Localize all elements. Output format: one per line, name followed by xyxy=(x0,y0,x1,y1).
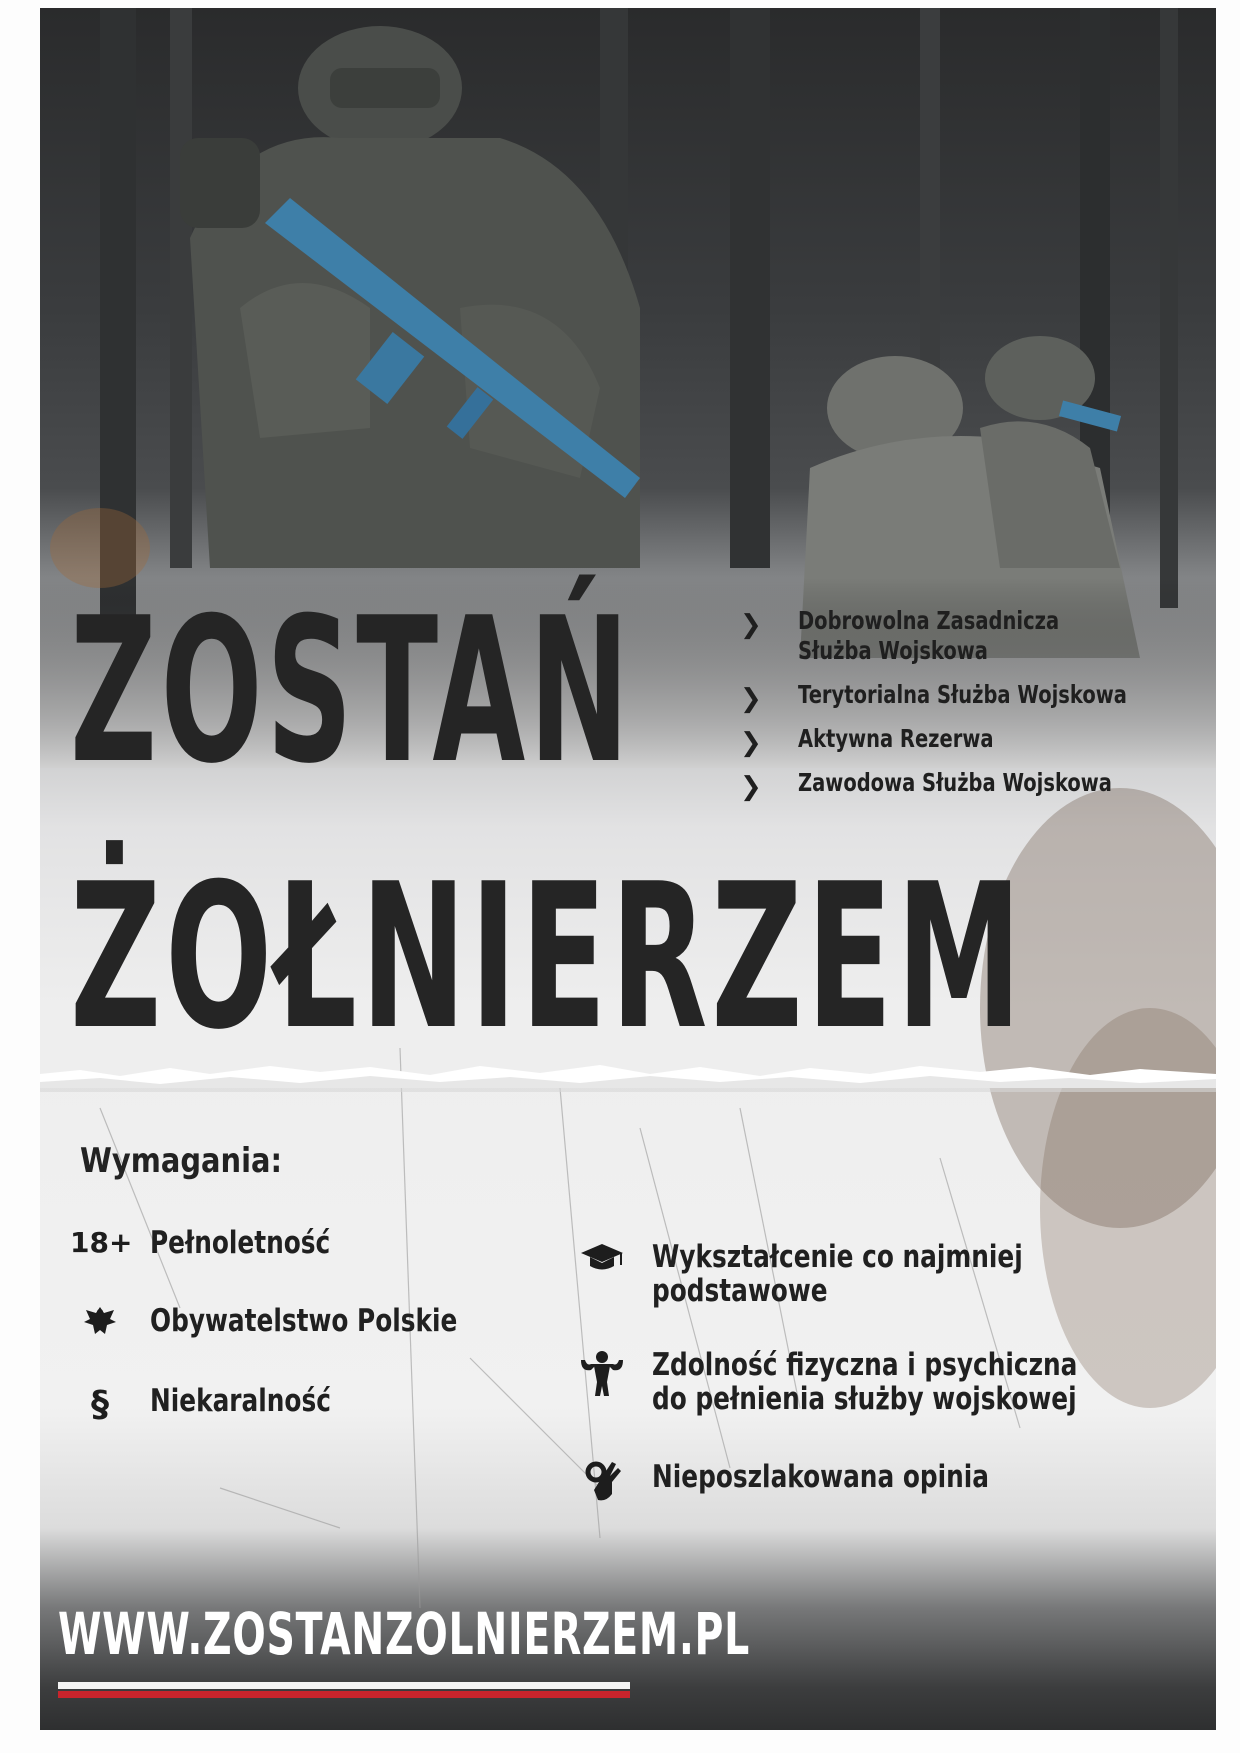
eagle-emblem-icon xyxy=(70,1304,130,1347)
chevron-right-icon: ❯ xyxy=(740,684,762,714)
flexing-athlete-icon xyxy=(572,1348,632,1405)
torn-paper-edge xyxy=(40,1052,1216,1112)
requirement-label: Zdolność fizyczna i psychiczna do pełnienia służby wojskowej xyxy=(652,1347,1078,1417)
service-types-list xyxy=(740,606,1216,812)
requirement-label: Nieposzlakowana opinia xyxy=(652,1459,990,1495)
requirement-item xyxy=(70,1226,375,1260)
service-type-label: Dobrowolna Zasadnicza Służba Wojskowa xyxy=(798,606,1060,665)
graduation-cap-icon xyxy=(572,1240,632,1281)
website-link[interactable]: WWW.ZOSTANZOLNIERZEM.PL xyxy=(58,1600,750,1668)
paragraph-icon: § xyxy=(91,1384,109,1425)
list-item xyxy=(740,724,1216,758)
requirement-label: Obywatelstwo Polskie xyxy=(150,1303,458,1339)
requirement-item xyxy=(572,1460,1073,1511)
headline-line-2: ŻOŁNIERZEM xyxy=(70,841,1026,1074)
flag-red-stripe xyxy=(58,1691,630,1698)
recruitment-poster xyxy=(40,8,1216,1730)
requirement-item xyxy=(572,1348,1184,1416)
service-type-label: Aktywna Rezerwa xyxy=(798,724,994,753)
list-item xyxy=(740,606,1216,666)
flag-white-stripe xyxy=(58,1682,630,1689)
list-item xyxy=(740,768,1216,802)
chevron-right-icon: ❯ xyxy=(740,728,762,758)
requirement-label: Wykształcenie co najmniej podstawowe xyxy=(652,1239,1023,1309)
headline-line-1: ZOSTAŃ xyxy=(70,575,633,808)
requirement-item xyxy=(70,1384,376,1425)
service-type-label: Terytorialna Służba Wojskowa xyxy=(798,680,1127,709)
requirement-label: Pełnoletność xyxy=(150,1225,331,1261)
chevron-right-icon: ❯ xyxy=(740,772,762,802)
requirement-item xyxy=(70,1304,534,1347)
ok-hand-icon xyxy=(572,1460,632,1511)
chevron-right-icon: ❯ xyxy=(740,610,762,640)
list-item xyxy=(740,680,1216,714)
service-type-label: Zawodowa Służba Wojskowa xyxy=(798,768,1112,797)
requirement-item xyxy=(572,1240,1115,1308)
age-18-badge: 18+ xyxy=(70,1226,133,1259)
requirement-label: Niekaralność xyxy=(150,1383,331,1419)
polish-flag-stripe xyxy=(58,1682,630,1700)
requirements-title: Wymagania: xyxy=(80,1141,283,1181)
